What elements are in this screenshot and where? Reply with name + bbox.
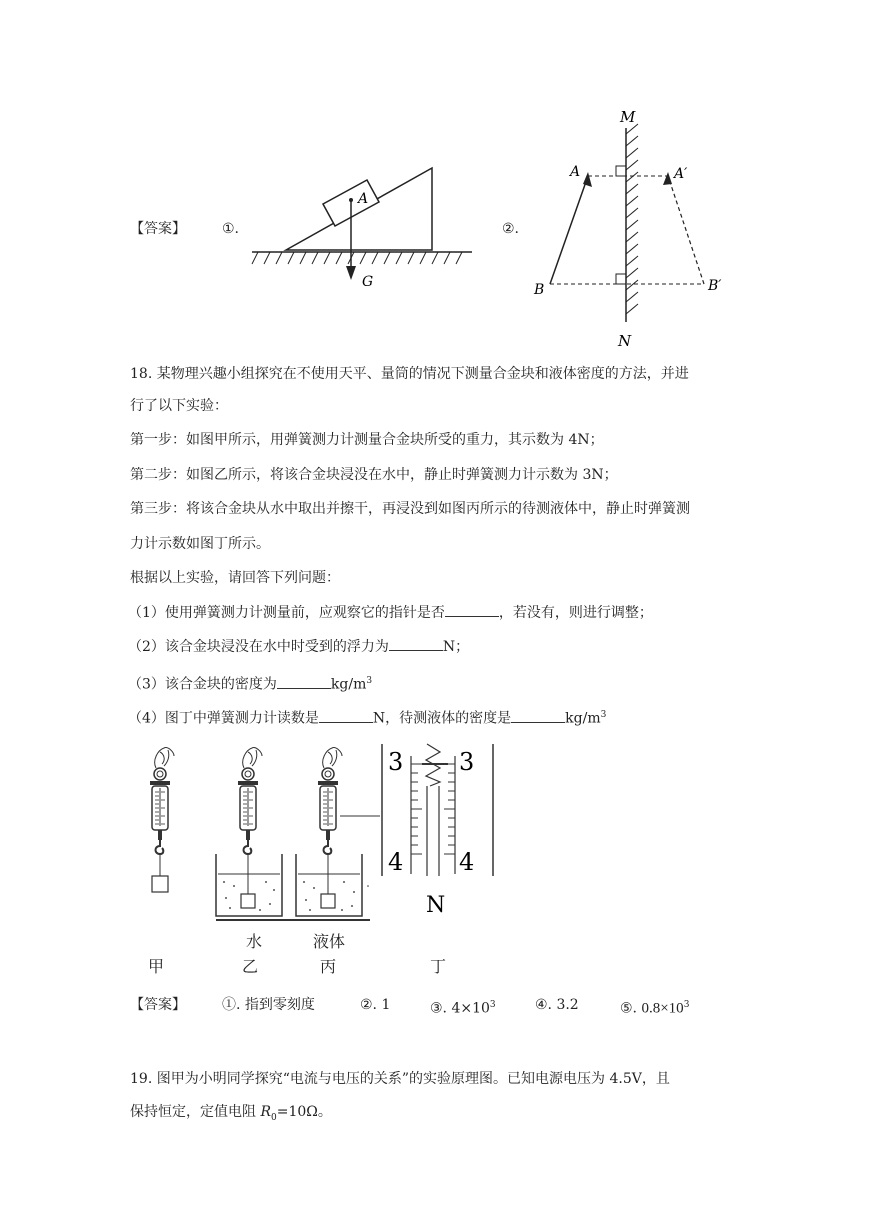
answer18-item5 (620, 995, 689, 1019)
q18-stem-line2: 行了以下实验： (130, 398, 228, 414)
q18-part3-text-a: （3）该合金块的密度为 (128, 676, 277, 693)
q18-part4-unit-sup: 3 (600, 710, 607, 720)
q18-part3-unit-sup: 3 (366, 676, 373, 686)
answer18-item4: ④. 3.2 (535, 997, 579, 1013)
figure-ding-label: 丁 (430, 957, 447, 976)
gravity-label: G (362, 274, 374, 290)
point-a-label: A (358, 191, 369, 207)
mirror-n-label: N (618, 332, 632, 350)
answer18-item5-sup: 3 (683, 1000, 690, 1010)
q18-part4-text-a: （4）图丁中弹簧测力计读数是 (128, 710, 319, 727)
q18-step2: 第二步：如图乙所示，将该合金块浸没在水中，静止时弹簧测力计示数为 3N； (130, 467, 618, 483)
q18-step3-line2: 力计示数如图丁所示。 (130, 536, 270, 552)
scale-top-right-label: 3 (459, 748, 475, 776)
q19-resistor-symbol: R (260, 1104, 271, 1120)
figure-yi-label: 乙 (242, 957, 259, 976)
answer18-item1: ①. 指到零刻度 (222, 997, 315, 1013)
q19-resistor-sub: 0 (271, 1112, 277, 1123)
q18-part4-blank2[interactable] (511, 708, 565, 723)
q18-part4-blank1[interactable] (319, 708, 373, 723)
q18-part4 (128, 705, 606, 729)
mirror-m-label: M (620, 108, 636, 126)
answer18-label: 【答案】 (130, 997, 186, 1013)
water-label: 水 (246, 932, 263, 951)
scale-bottom-right-label: 4 (459, 848, 475, 876)
scale-top-left-label: 3 (388, 748, 404, 776)
figure-bing-label: 丙 (320, 957, 337, 976)
answer-part-2: ②. (502, 221, 520, 237)
q18-step1: 第一步：如图甲所示，用弹簧测力计测量合金块所受的重力，其示数为 4N； (130, 432, 604, 448)
q18-stem-line1: 18. 某物理兴趣小组探究在不使用天平、量筒的情况下测量合金块和液体密度的方法，并进 (130, 366, 689, 382)
q18-part2-text-a: （2）该合金块浸没在水中时受到的浮力为 (128, 639, 389, 655)
answer18-item3 (430, 995, 496, 1019)
incline-gravity-figure (250, 160, 480, 290)
q18-part4-unit: kg/m (565, 710, 601, 727)
q18-part1-text-a: （1）使用弹簧测力计测量前，应观察它的指针是否 (128, 605, 445, 621)
q18-part3 (128, 671, 372, 695)
q19-line1: 19. 图甲为小明同学探究“电流与电压的关系”的实验原理图。已知电源电压为 4.5V，且 (130, 1071, 670, 1087)
answer18-item5-num: ⑤. (620, 1000, 638, 1017)
answer18-item5-base: 0.8×10 (641, 1000, 684, 1017)
answer-label: 【答案】 (130, 221, 186, 237)
scale-bottom-left-label: 4 (388, 848, 404, 876)
liquid-label: 液体 (313, 932, 346, 951)
mirror-image-figure (528, 104, 748, 350)
answer18-item2: ②. 1 (360, 997, 391, 1013)
q18-part3-blank[interactable] (277, 674, 331, 689)
q18-step3-line1: 第三步：将该合金块从水中取出并擦干，再浸没到如图丙所示的待测液体中，静止时弹簧测 (130, 501, 690, 517)
answer18-item3-base: ③. 4×10 (430, 1000, 490, 1017)
q18-part1-blank[interactable] (445, 602, 499, 617)
answer18-item3-sup: 3 (489, 1000, 496, 1010)
q18-part4-text-b: N，待测液体的密度是 (372, 710, 512, 727)
q19-line2-a: 保持恒定，定值电阻 (130, 1104, 261, 1120)
point-a-prime-label: A′ (674, 166, 688, 182)
figure-jia-label: 甲 (148, 957, 165, 976)
scale-unit-label: N (426, 893, 446, 918)
q18-intro: 根据以上实验，请回答下列问题： (130, 570, 340, 586)
q19-line2-b: =10Ω。 (276, 1104, 332, 1120)
point-b-label: B (534, 282, 545, 298)
q18-part2-blank[interactable] (389, 636, 443, 651)
q18-part2 (128, 636, 469, 657)
q18-part3-unit: kg/m (330, 676, 367, 693)
point-a-label: A (570, 164, 581, 180)
q19-line2 (130, 1102, 332, 1128)
q18-part1-text-b: ，若没有，则进行调整； (498, 605, 653, 621)
q18-part2-text-b: N； (442, 639, 470, 655)
point-b-prime-label: B′ (708, 278, 722, 294)
q18-part1 (128, 602, 653, 623)
answer-part-1: ①. (222, 221, 240, 237)
